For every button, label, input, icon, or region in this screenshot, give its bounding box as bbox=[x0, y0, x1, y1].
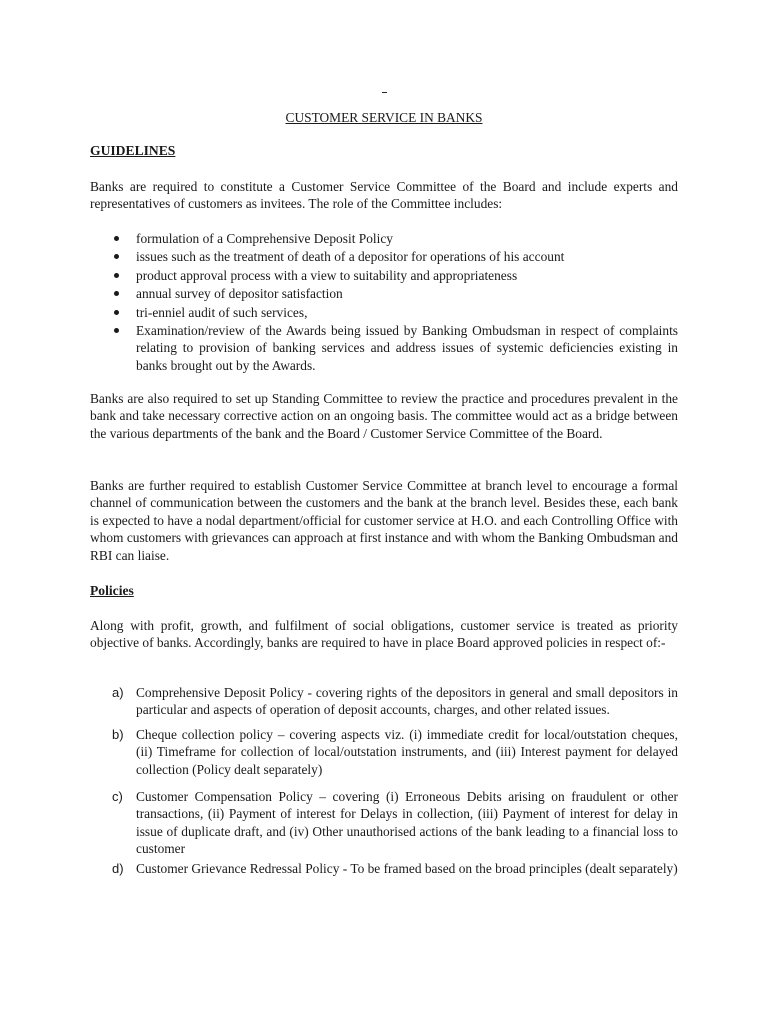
list-marker: b) bbox=[112, 726, 124, 742]
guidelines-heading: GUIDELINES bbox=[90, 143, 176, 158]
list-item: d) Customer Grievance Redressal Policy - To be framed based on the broad principles (dealt separately) bbox=[112, 860, 678, 876]
bullet-icon bbox=[114, 310, 119, 315]
list-marker: c) bbox=[112, 789, 123, 805]
list-item: issues such as the treatment of death of a depositor for operations of his account bbox=[90, 248, 678, 265]
list-item: b) Cheque collection policy – covering aspects viz. (i) immediate credit for local/outstation cheques, (ii) Timeframe for collection of local/outstation instruments, and (iii) Interest payment for delayed collection (Policy dealt separately) bbox=[112, 726, 678, 777]
bullet-icon bbox=[114, 291, 119, 296]
list-item: product approval process with a view to suitability and appropriateness bbox=[90, 267, 678, 284]
policies-list bbox=[90, 684, 678, 884]
bullet-icon bbox=[114, 236, 119, 241]
title-dash-mark bbox=[382, 92, 387, 93]
list-item: a) Comprehensive Deposit Policy - covering rights of the depositors in general and small depositors in particular and aspects of operation of deposit accounts, charges, and other related issues. bbox=[112, 685, 678, 718]
list-marker: d) bbox=[112, 860, 124, 876]
bullet-icon bbox=[114, 273, 119, 278]
list-item: tri-enniel audit of such services, bbox=[90, 304, 678, 321]
bullet-icon bbox=[114, 328, 119, 333]
policies-heading: Policies bbox=[90, 583, 134, 598]
list-item: annual survey of depositor satisfaction bbox=[90, 285, 678, 302]
policies-intro-paragraph: Along with profit, growth, and fulfilment of social obligations, customer service is treated as priority objective of banks. Accordingly, banks are required to have in place Board approved policies in respect of:- bbox=[90, 618, 678, 651]
committee-role-list bbox=[90, 230, 678, 375]
branch-committee-paragraph: Banks are further required to establish Customer Service Committee at branch level to encourage a formal channel of communication between the customers and the bank at the branch level. Besides these, each bank is expected to have a nodal department/official for customer service at H.O. and each Controlling Office with whom customers with grievances can approach at first instance and with whom the Banking Ombudsman and RBI can liaise. bbox=[90, 478, 678, 563]
list-item: c) Customer Compensation Policy – covering (i) Erroneous Debits arising on fraudulent or other transactions, (ii) Payment of interest for Delays in collection, (iii) Payment of interest for delay in issue of duplicate draft, and (iv) Other unauthorised actions of the bank leading to a financial loss to customer bbox=[112, 789, 678, 857]
standing-committee-paragraph: Banks are also required to set up Standing Committee to review the practice and procedures prevalent in the bank and take necessary corrective action on an ongoing basis. The committee would act as a bridge between the various departments of the bank and the Board / Customer Service Committee of the Board. bbox=[90, 391, 678, 441]
page-title: CUSTOMER SERVICE IN BANKS bbox=[285, 110, 483, 125]
list-item: Examination/review of the Awards being issued by Banking Ombudsman in respect of complaints relating to provision of banking services and address issues of systemic deficiencies existing in banks brought out by the Awards. bbox=[90, 322, 678, 374]
guidelines-intro-paragraph: Banks are required to constitute a Customer Service Committee of the Board and include experts and representatives of customers as invitees. The role of the Committee includes: bbox=[90, 179, 678, 212]
list-item: formulation of a Comprehensive Deposit Policy bbox=[90, 230, 678, 247]
bullet-icon bbox=[114, 254, 119, 259]
list-marker: a) bbox=[112, 685, 124, 700]
